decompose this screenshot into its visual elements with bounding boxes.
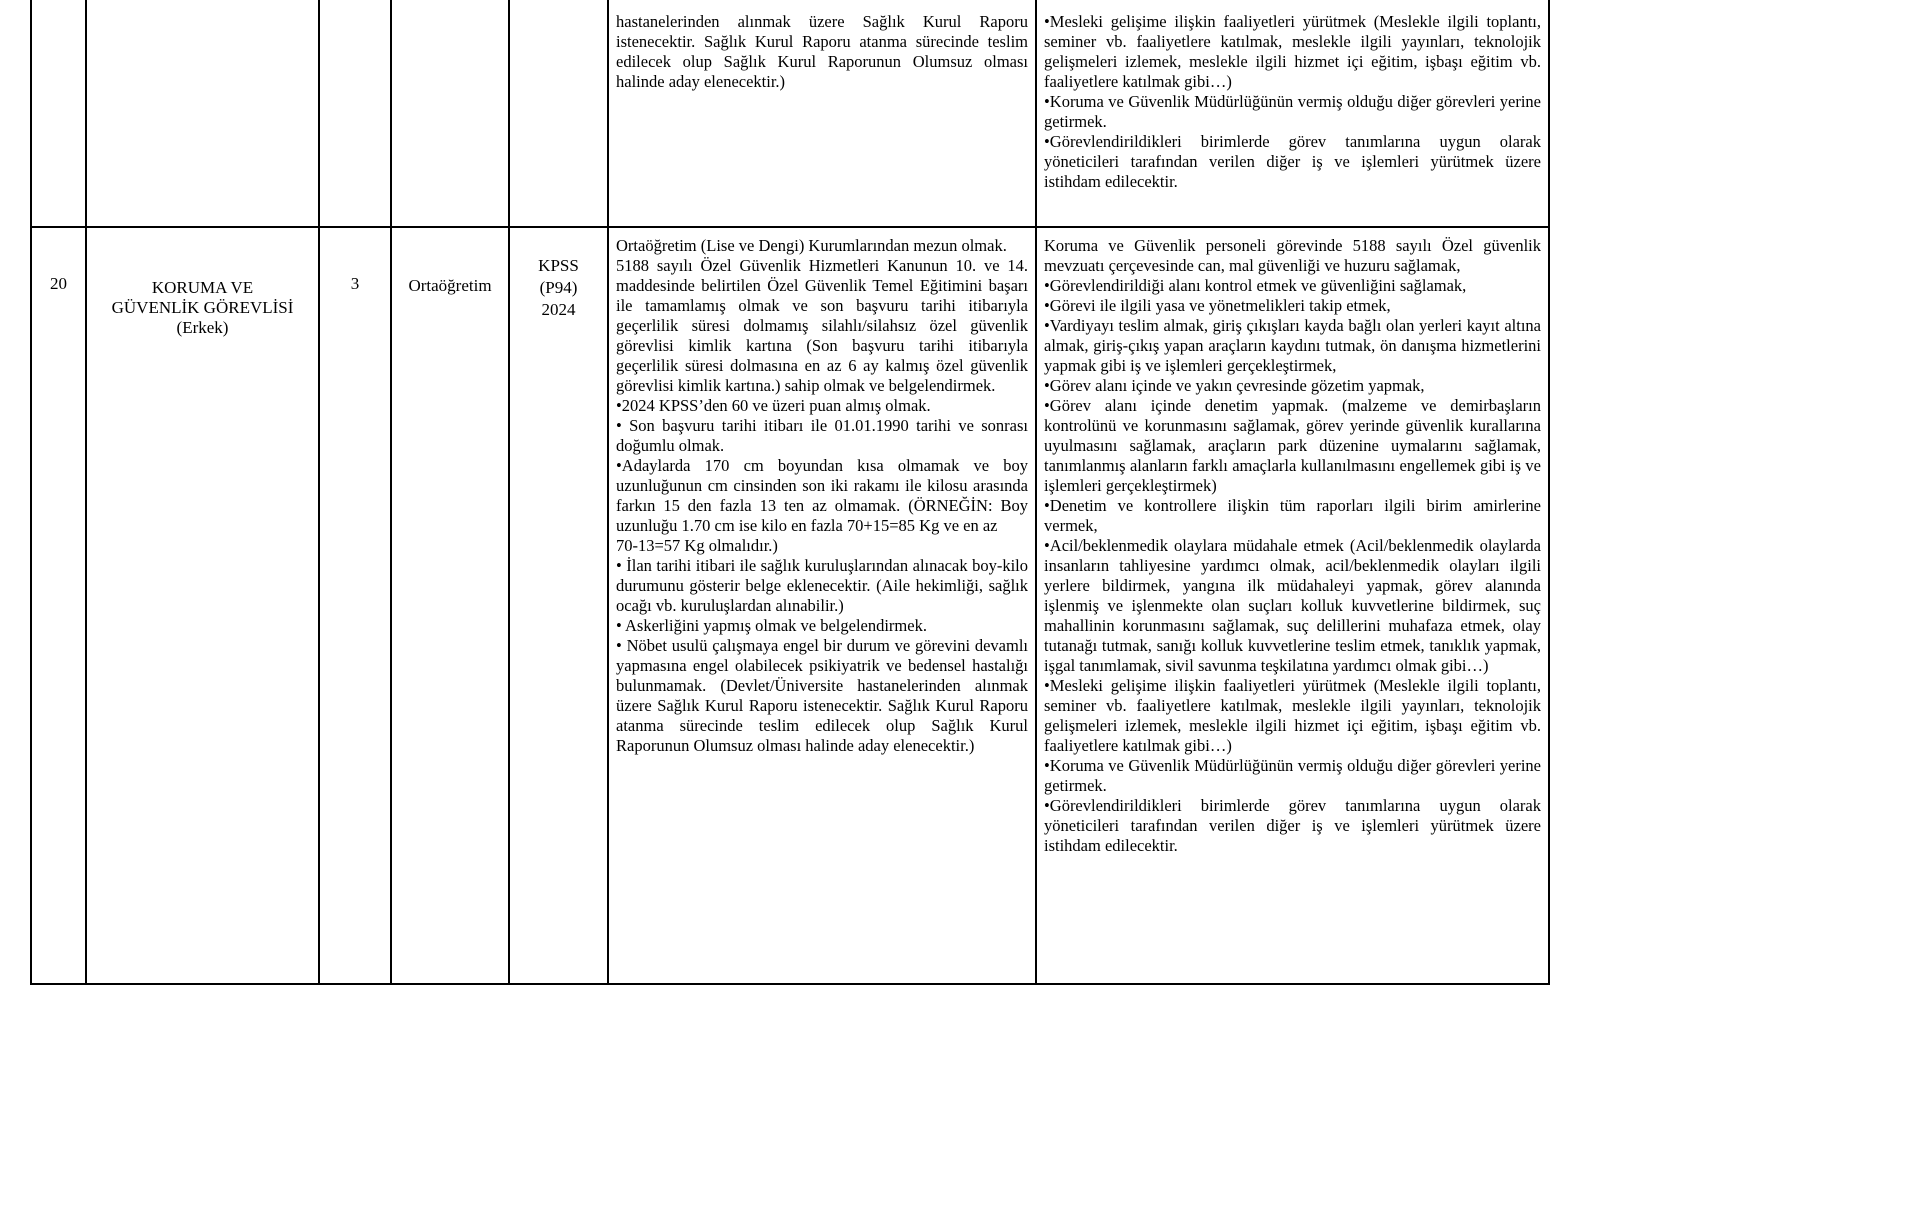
duties-paragraph: •Görevlendirildiği alanı kontrol etmek ve güvenliğini sağlamak,: [1044, 276, 1467, 295]
position-title-line: GÜVENLİK GÖREVLİSİ: [111, 298, 294, 317]
cell-row-no-empty: [31, 0, 86, 227]
cell-duties-tail: [1036, 0, 1549, 227]
job-posting-table: [30, 0, 1550, 985]
requirements-paragraph: hastanelerinden alınmak üzere Sağlık Kurul Raporu istenecektir. Sağlık Kurul Raporu atanma sürecinde teslim edilecek olup Sağlık Kurul Raporunun Olumsuz olması halinde aday elenecektir.): [616, 12, 1028, 91]
duties-content: [1037, 228, 1548, 983]
position-title: [87, 228, 318, 338]
duties-tail-content: [1037, 0, 1548, 226]
exam-type-line: KPSS: [538, 256, 579, 275]
requirements-paragraph: 70-13=57 Kg olmalıdır.): [616, 536, 778, 555]
cell-position-empty: [86, 0, 319, 227]
duties-paragraph: •Vardiyayı teslim almak, giriş çıkışları kayda bağlı olan yerleri kayıt altına almak, giriş-çıkış yapan araçların kaydını tutmak, ön danışma hizmetlerini yapmak gibi iş ve işlemleri gerçekleştirmek,: [1044, 316, 1541, 375]
education-level: Ortaöğretim: [408, 276, 492, 295]
cell-exam-type: [509, 227, 608, 984]
duties-paragraph: Koruma ve Güvenlik personeli görevinde 5188 sayılı Özel güvenlik mevzuatı çerçevesinde can, mal güvenliği ve huzuru sağlamak,: [1044, 236, 1541, 275]
position-title-line: KORUMA VE: [151, 278, 254, 297]
duties-paragraph: •Görevlendirildikleri birimlerde görev tanımlarına uygun olarak yöneticileri tarafından verilen diğer iş ve işlemleri yürütmek üzere istihdam edilecektir.: [1044, 796, 1541, 855]
position-title-line: (Erkek): [176, 318, 229, 337]
requirements-paragraph: • İlan tarihi itibari ile sağlık kuruluşlarından alınacak boy-kilo durumunu gösterir belge eklenecektir. (Aile hekimliği, sağlık ocağı vb. kuruluşlardan alınabilir.): [616, 556, 1028, 615]
requirements-paragraph: • Nöbet usulü çalışmaya engel bir durum ve görevini devamlı yapmasına engel olabilecek psikiyatrik ve bedensel hastalığı bulunmamak. (Devlet/Üniversite hastanelerinden alınmak üzere Sağlık Kurul Raporu istenecektir. Sağlık Kurul Raporu atanma sürecinde teslim edilecek olup Sağlık Kurul Raporunun Olumsuz olması halinde aday elenecektir.): [616, 636, 1028, 755]
cell-requirements: [608, 227, 1036, 984]
duties-paragraph: •Görev alanı içinde denetim yapmak. (malzeme ve demirbaşların kontrolünü ve korunmasını sağlamak, görev yerinde güvenlik kurallarına uyulmasını sağlamak, araçların park düzenine uymalarını sağlamak, tanımlanmış alanların farklı amaçlarla kullanılmasını engellemek gibi iş ve işlemleri gerçekleştirmek): [1044, 396, 1541, 495]
cell-row-number: [31, 227, 86, 984]
cell-count-empty: [319, 0, 391, 227]
duties-paragraph: •Koruma ve Güvenlik Müdürlüğünün vermiş olduğu diğer görevleri yerine getirmek.: [1044, 92, 1541, 131]
table-row-previous-partial: [31, 0, 1549, 227]
table-row-20: [31, 227, 1549, 984]
requirements-paragraph: Ortaöğretim (Lise ve Dengi) Kurumlarından mezun olmak.: [616, 236, 1007, 255]
cell-education-empty: [391, 0, 509, 227]
duties-paragraph: •Koruma ve Güvenlik Müdürlüğünün vermiş olduğu diğer görevleri yerine getirmek.: [1044, 756, 1541, 795]
requirements-tail-content: [609, 0, 1035, 226]
duties-paragraph: •Acil/beklenmedik olaylara müdahale etmek (Acil/beklenmedik olaylarda insanların tahliyesine yardımcı olmak, acil/beklenmedik olayları ilgili yerlere bildirmek, yangına ilk müdahaleyi yapmak, görev alanında işlenmiş ve işlenmekte olan suçları kolluk kuvvetlerine bildirmek, suç mahallinin korunmasını sağlamak, suç delillerini muhafaza etmek, olay tutanağı tutmak, sanığı kolluk kuvvetlerine teslim etmek, tanıklık yapmak, işgal tanımlamak, sivil savunma teşkilatına yardımcı olmak gibi…): [1044, 536, 1541, 675]
requirements-paragraph: • Askerliğini yapmış olmak ve belgelendirmek.: [616, 616, 927, 635]
duties-paragraph: •Görevlendirildikleri birimlerde görev tanımlarına uygun olarak yöneticileri tarafından verilen diğer iş ve işlemleri yürütmek üzere istihdam edilecektir.: [1044, 132, 1541, 191]
requirements-paragraph: •2024 KPSS’den 60 ve üzeri puan almış olmak.: [616, 396, 931, 415]
row-number: 20: [50, 274, 67, 293]
duties-paragraph: •Görev alanı içinde ve yakın çevresinde gözetim yapmak,: [1044, 376, 1425, 395]
duties-paragraph: •Denetim ve kontrollere ilişkin tüm raporları ilgili birim amirlerine vermek,: [1044, 496, 1541, 535]
cell-exam-empty: [509, 0, 608, 227]
position-count: 3: [350, 274, 360, 293]
cell-position-title: [86, 227, 319, 984]
duties-paragraph: •Görevi ile ilgili yasa ve yönetmelikleri takip etmek,: [1044, 296, 1391, 315]
exam-type-line: 2024: [541, 300, 576, 319]
exam-type-line: (P94): [539, 278, 578, 297]
requirements-content: [609, 228, 1035, 983]
duties-paragraph: •Mesleki gelişime ilişkin faaliyetleri yürütmek (Meslekle ilgili toplantı, seminer vb. faaliyetlere katılmak, meslekle ilgili yayınları, teknolojik gelişmeleri izlemek, meslekle ilgili hizmet içi eğitim, işbaşı eğitim vb. faaliyetlere katılmak gibi…): [1044, 676, 1541, 755]
duties-paragraph: •Mesleki gelişime ilişkin faaliyetleri yürütmek (Meslekle ilgili toplantı, seminer vb. faaliyetlere katılmak, meslekle ilgili yayınları, teknolojik gelişmeleri izlemek, meslekle ilgili hizmet içi eğitim, işbaşı eğitim vb. faaliyetlere katılmak gibi…): [1044, 12, 1541, 91]
cell-position-count: [319, 227, 391, 984]
cell-requirements-tail: [608, 0, 1036, 227]
requirements-paragraph: •Adaylarda 170 cm boyundan kısa olmamak ve boy uzunluğunun cm cinsinden son iki rakamı ile kilosu arasında farkın 15 den fazla 13 ten az olmamak. (ÖRNEĞİN: Boy uzunluğu 1.70 cm ise kilo en fazla 70+15=85 Kg ve en az: [616, 456, 1028, 535]
exam-type: [510, 228, 607, 321]
requirements-paragraph: 5188 sayılı Özel Güvenlik Hizmetleri Kanunun 10. ve 14. maddesinde belirtilen Özel Güvenlik Temel Eğitimini başarı ile tamamlamış olmak ve son başvuru tarihi itibarıyla geçerlilik süresi dolmamış silahlı/silahsız özel güvenlik görevlisi kimlik kartına (Son başvuru tarihi itibarıyla geçerlilik süresi dolmasına en az 6 ay kalmış özel güvenlik görevlisi kimlik kartına.) sahip olmak ve belgelendirmek.: [616, 256, 1028, 395]
cell-education-level: [391, 227, 509, 984]
requirements-paragraph: • Son başvuru tarihi itibarı ile 01.01.1990 tarihi ve sonrası doğumlu olmak.: [616, 416, 1028, 455]
cell-duties: [1036, 227, 1549, 984]
